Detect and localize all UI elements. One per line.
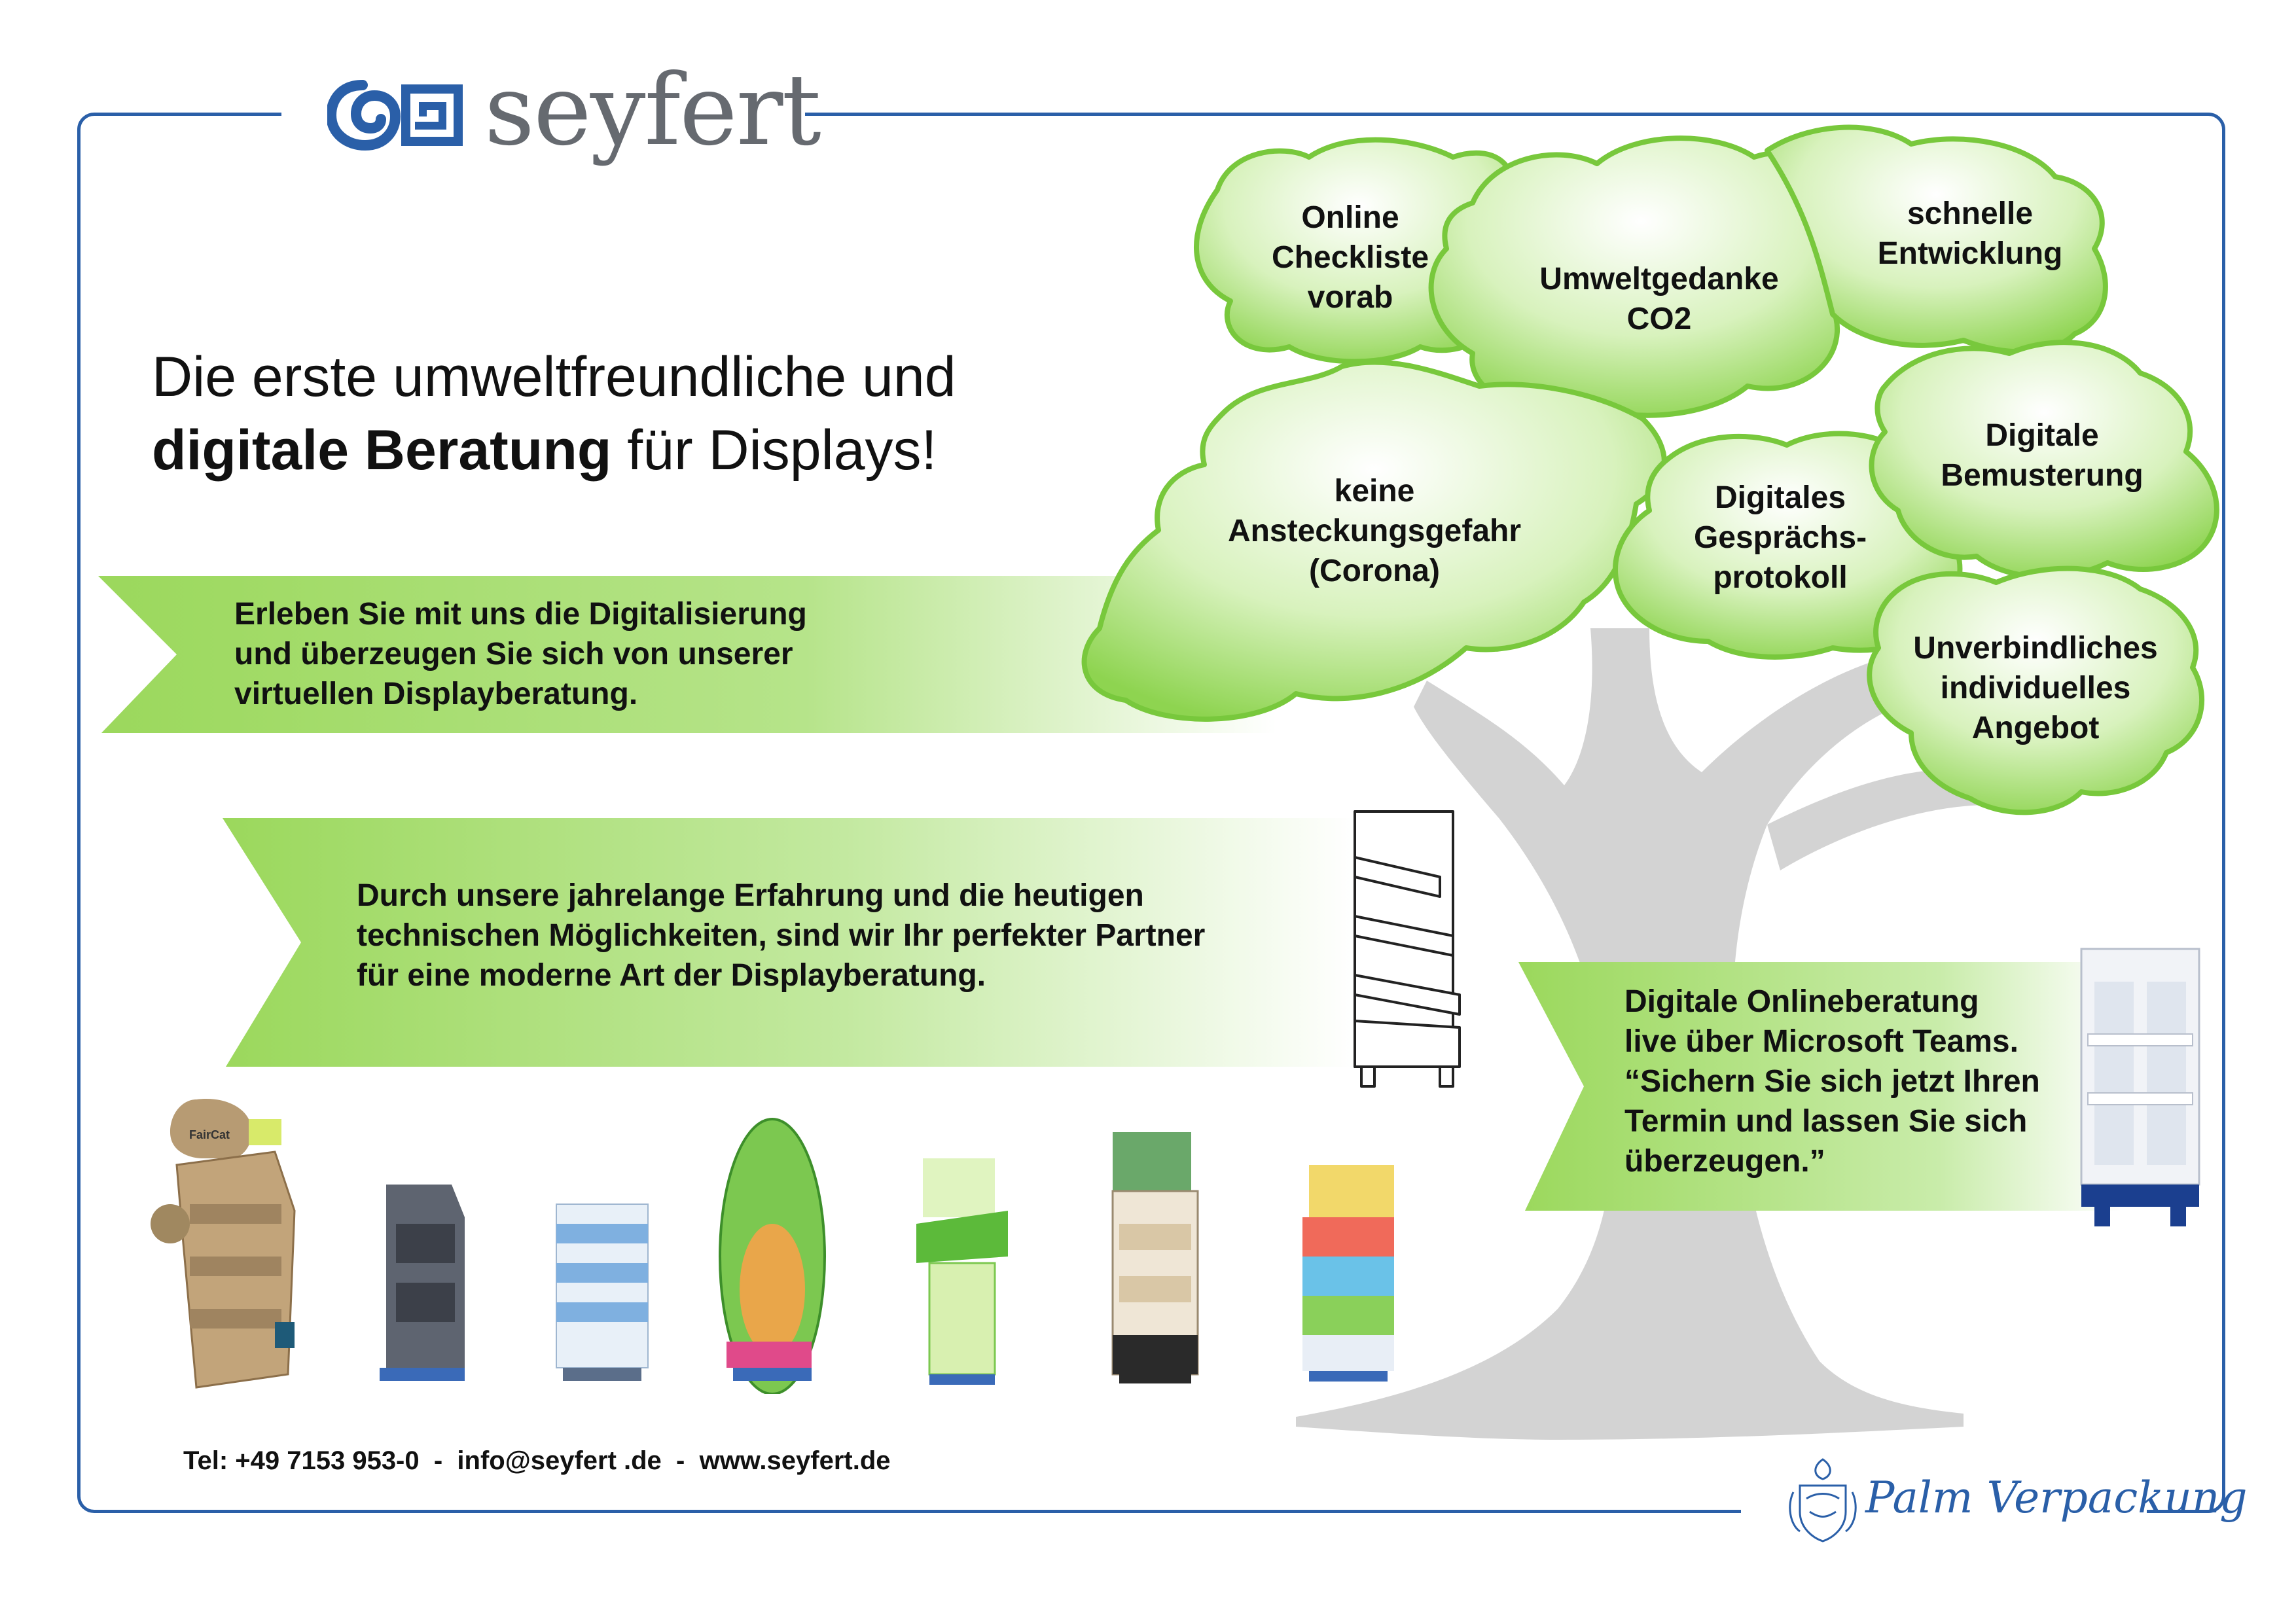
headline-rest: für Displays! — [611, 419, 937, 482]
headline-line-1: Die erste umweltfreundliche und — [152, 346, 956, 408]
cloud-label-schnelle-entwicklung — [1878, 194, 2063, 274]
footer-contact-line: Tel: +49 7153 953-0 - info@seyfert .de - www.seyfert.de — [183, 1446, 891, 1475]
cloud-line: Unverbindliches — [1913, 631, 2158, 666]
banner-1-line: Erleben Sie mit uns die Digitalisierung — [234, 597, 807, 632]
cloud-line: Gesprächs- — [1693, 520, 1867, 555]
banner-3-line: Termin und lassen Sie sich — [1624, 1104, 2028, 1139]
cloud-line: Angebot — [1971, 711, 2100, 745]
banner-3-line: “Sichern Sie sich jetzt Ihren — [1624, 1064, 2040, 1099]
cloud-line: Umweltgedanke — [1539, 262, 1779, 296]
cloud-label-umweltgedanke — [1539, 259, 1778, 339]
display-stand-lineart-icon — [1342, 805, 1473, 1093]
brand-wordmark: seyfert — [484, 54, 820, 168]
cloud-line: individuelles — [1940, 671, 2131, 705]
headline-bold: digitale Beratung — [152, 419, 612, 482]
cloud-line: Entwicklung — [1877, 236, 2063, 271]
white-display-stand-icon — [2075, 942, 2206, 1230]
banner-3-line: Digitale Onlineberatung — [1624, 984, 1979, 1019]
banner-3-line: überzeugen.” — [1624, 1144, 1825, 1179]
faircat-label: FairCat — [188, 1128, 230, 1141]
cloud-line: Digitale — [1985, 418, 2099, 453]
banner-1-line: und überzeugen Sie sich von unserer — [234, 637, 793, 671]
palm-verpackung-logo-text: Palm Verpackung — [1865, 1472, 2248, 1523]
cloud-line: CO2 — [1626, 302, 1692, 336]
display-photo-oval-pet — [720, 1119, 825, 1394]
banner-3-line: live über Microsoft Teams. — [1624, 1024, 2018, 1059]
display-photo-colorful-tiers — [1302, 1165, 1394, 1382]
display-photo-apple-shelf — [1113, 1132, 1198, 1383]
display-photo-faircat — [151, 1099, 295, 1387]
cloud-label-unverbindliches-angebot — [1913, 628, 2157, 748]
product-displays-row — [144, 1093, 1453, 1394]
cloud-line: vorab — [1307, 280, 1393, 315]
cloud-label-digitales-gespraechsprotokoll — [1694, 478, 1867, 597]
banner-2-line: für eine moderne Art der Displayberatung. — [357, 958, 986, 993]
cloud-line: Bemusterung — [1941, 458, 2144, 493]
cloud-label-digitale-bemusterung — [1941, 416, 2143, 495]
banner-2-line: technischen Möglichkeiten, sind wir Ihr perfekter Partner — [357, 918, 1206, 953]
display-photo-white-stack — [556, 1204, 648, 1381]
cloud-line: Checkliste — [1271, 240, 1429, 275]
cloud-line: keine — [1334, 474, 1415, 508]
banner-2-line: Durch unsere jahrelange Erfahrung und die heutigen — [357, 878, 1144, 913]
cloud-label-online-checkliste — [1272, 198, 1429, 317]
cloud-line: Ansteckungsgefahr — [1227, 514, 1522, 548]
banner-1-line: virtuellen Displayberatung. — [234, 677, 638, 711]
cloud-line: (Corona) — [1309, 554, 1440, 588]
palm-crest-icon — [1787, 1453, 1859, 1544]
cloud-line: protokoll — [1713, 560, 1848, 595]
cloud-line: Digitales — [1714, 480, 1846, 515]
display-photo-green-slim — [916, 1158, 1008, 1385]
cloud-line: schnelle — [1907, 196, 2034, 231]
display-photo-grey-shelf — [380, 1185, 465, 1381]
cloud-label-keine-ansteckungsgefahr — [1228, 471, 1521, 591]
cloud-line: Online — [1301, 200, 1399, 235]
